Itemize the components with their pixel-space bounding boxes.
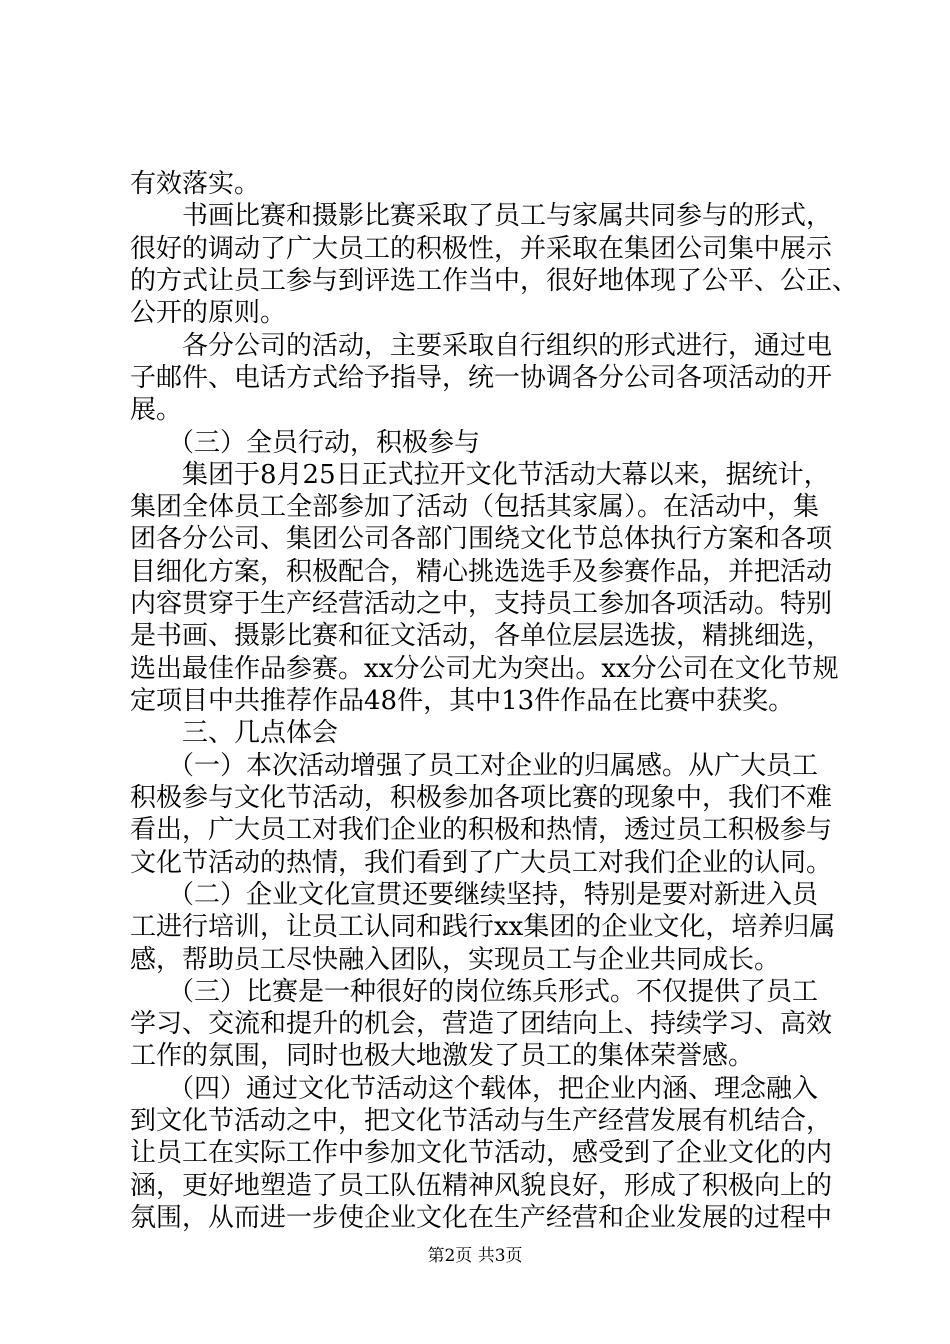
text-line: 的方式让员工参与到评选工作当中，很好地体现了公平、公正、: [130, 266, 859, 296]
text-line: 让员工在实际工作中参加文化节活动，感受到了企业文化的内: [130, 1138, 833, 1168]
text-line: 子邮件、电话方式给予指导，统一协调各分公司各项活动的开: [130, 363, 833, 393]
text-line: 工作的氛围，同时也极大地激发了员工的集体荣誉感。: [130, 1041, 755, 1071]
text-line: 工进行培训，让员工认同和践行xx集团的企业文化，培养归属: [130, 912, 836, 942]
text-line: （一）本次活动增强了员工对企业的归属感。从广大员工: [168, 751, 819, 781]
text-line: 公开的原则。: [130, 298, 287, 328]
text-line: 积极参与文化节活动，积极参加各项比赛的现象中，我们不难: [130, 783, 833, 813]
page-footer: 第2页 共3页: [427, 1246, 523, 1266]
text-line: 学习、交流和提升的机会，营造了团结向上、持续学习、高效: [130, 1009, 833, 1039]
section-heading: 三、几点体会: [182, 718, 339, 748]
text-line: 展。: [130, 395, 183, 425]
text-line: 目细化方案，积极配合，精心挑选选手及参赛作品，并把活动: [130, 557, 833, 587]
text-line: 是书画、摄影比赛和征文活动，各单位层层选拔，精挑细选，: [130, 621, 833, 651]
text-line: 氛围，从而进一步使企业文化在生产经营和企业发展的过程中: [130, 1203, 833, 1233]
text-line: （三）比赛是一种很好的岗位练兵形式。不仅提供了员工: [168, 977, 819, 1007]
text-line: 涵，更好地塑造了员工队伍精神风貌良好，形成了积极向上的: [130, 1171, 833, 1201]
text-line: 各分公司的活动，主要采取自行组织的形式进行，通过电: [182, 331, 833, 361]
text-line: 书画比赛和摄影比赛采取了员工与家属共同参与的形式，: [182, 201, 833, 231]
text-line: （二）企业文化宣贯还要继续坚持，特别是要对新进入员: [168, 880, 819, 910]
text-line: 集团于8月25日正式拉开文化节活动大幕以来，据统计，: [182, 460, 830, 490]
text-line: 很好的调动了广大员工的积极性，并采取在集团公司集中展示: [130, 234, 833, 264]
text-line: 看出，广大员工对我们企业的积极和热情，透过员工积极参与: [130, 815, 833, 845]
text-line: 定项目中共推荐作品48件，其中13件作品在比赛中获奖。: [130, 686, 795, 716]
text-line: 到文化节活动之中，把文化节活动与生产经营发展有机结合，: [130, 1106, 833, 1136]
text-line: 有效落实。: [130, 169, 261, 199]
text-line: 集团全体员工全部参加了活动（包括其家属）。在活动中，集: [130, 492, 820, 522]
section-heading: （三）全员行动，积极参与: [168, 428, 481, 458]
text-line: 团各分公司、集团公司各部门围绕文化节总体执行方案和各项: [130, 524, 833, 554]
text-line: 感，帮助员工尽快融入团队，实现员工与企业共同成长。: [130, 945, 781, 975]
text-line: 选出最佳作品参赛。xx分公司尤为突出。xx分公司在文化节规: [130, 654, 839, 684]
text-line: （四）通过文化节活动这个载体，把企业内涵、理念融入: [168, 1074, 819, 1104]
text-line: 内容贯穿于生产经营活动之中，支持员工参加各项活动。特别: [130, 589, 833, 619]
text-line: 文化节活动的热情，我们看到了广大员工对我们企业的认同。: [130, 848, 833, 878]
